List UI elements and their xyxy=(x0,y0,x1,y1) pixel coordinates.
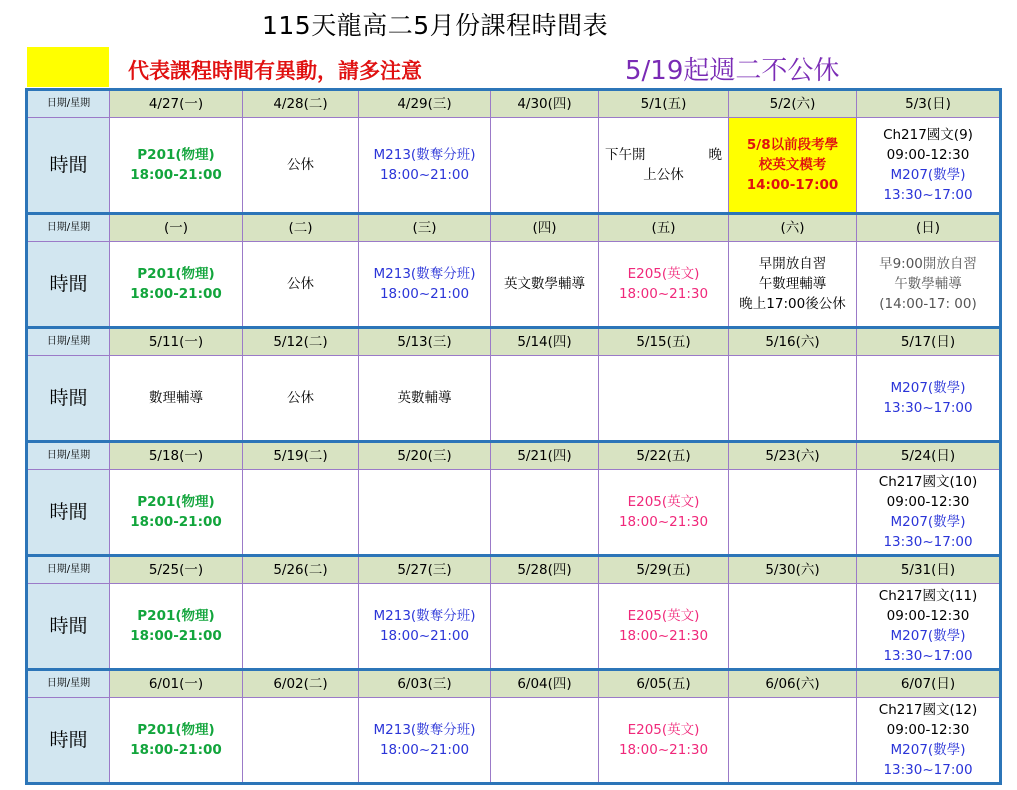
date-cell: (二) xyxy=(243,214,359,242)
schedule-row xyxy=(27,470,1001,556)
cell-line: 18:00~21:30 xyxy=(618,286,709,302)
schedule-cell xyxy=(359,470,491,556)
cell-line: 英文數學輔導 xyxy=(504,276,585,292)
cell-line: M207(數學) xyxy=(890,742,966,758)
cell-line: 18:00-21:00 xyxy=(130,628,222,644)
cell-line: 18:00~21:00 xyxy=(379,167,470,183)
schedule-cell xyxy=(729,698,857,784)
cell-line: Ch217國文(12) xyxy=(878,702,978,718)
cell-line: M213(數奪分班) xyxy=(373,608,476,624)
date-header-row xyxy=(27,214,1001,242)
schedule-cell xyxy=(243,698,359,784)
date-weekday-label: 日期/星期 xyxy=(27,556,110,584)
date-cell: 5/19(二) xyxy=(243,442,359,470)
cell-line: Ch217國文(9) xyxy=(883,127,973,143)
schedule-cell xyxy=(491,698,599,784)
date-cell: 6/06(六) xyxy=(729,670,857,698)
schedule-cell xyxy=(110,470,243,556)
schedule-cell xyxy=(729,470,857,556)
date-weekday-label: 日期/星期 xyxy=(27,90,110,118)
date-cell: 5/25(一) xyxy=(110,556,243,584)
date-cell: 5/21(四) xyxy=(491,442,599,470)
schedule-cell xyxy=(243,584,359,670)
schedule-row xyxy=(27,584,1001,670)
cell-line: 18:00~21:30 xyxy=(618,742,709,758)
schedule-cell xyxy=(491,356,599,442)
schedule-cell xyxy=(599,584,729,670)
date-cell: 6/07(日) xyxy=(857,670,1001,698)
cell-line: 18:00-21:00 xyxy=(130,742,222,758)
time-label: 時間 xyxy=(27,118,110,214)
date-header-row xyxy=(27,670,1001,698)
time-label: 時間 xyxy=(27,470,110,556)
date-cell: 5/2(六) xyxy=(729,90,857,118)
schedule-cell xyxy=(359,242,491,328)
cell-line: E205(英文) xyxy=(627,266,700,282)
schedule-cell xyxy=(243,356,359,442)
cell-line: 09:00-12:30 xyxy=(886,147,970,163)
date-cell: 5/23(六) xyxy=(729,442,857,470)
cell-line: 18:00~21:30 xyxy=(618,628,709,644)
notice-text: 5/19起週二不公休 xyxy=(625,56,840,86)
schedule-cell xyxy=(243,242,359,328)
schedule-row xyxy=(27,356,1001,442)
date-cell: 5/16(六) xyxy=(729,328,857,356)
cell-line: 上公休 xyxy=(643,167,684,183)
schedule-cell xyxy=(729,118,857,214)
date-weekday-label: 日期/星期 xyxy=(27,670,110,698)
date-weekday-label: 日期/星期 xyxy=(27,442,110,470)
legend-text: 代表課程時間有異動，請多注意 xyxy=(128,59,422,83)
cell-line: 13:30~17:00 xyxy=(883,534,973,550)
date-cell: 5/17(日) xyxy=(857,328,1001,356)
date-cell: 5/11(一) xyxy=(110,328,243,356)
date-cell: (六) xyxy=(729,214,857,242)
date-cell: 6/01(一) xyxy=(110,670,243,698)
date-cell: (日) xyxy=(857,214,1001,242)
date-cell: 5/30(六) xyxy=(729,556,857,584)
cell-line: E205(英文) xyxy=(627,608,700,624)
cell-line: 18:00~21:00 xyxy=(379,286,470,302)
cell-line: 18:00-21:00 xyxy=(130,167,222,183)
cell-line: 下午開 晚 xyxy=(605,147,722,163)
date-cell: (四) xyxy=(491,214,599,242)
cell-line: 5/8以前段考學 xyxy=(746,137,839,153)
date-cell: 5/14(四) xyxy=(491,328,599,356)
cell-line: 英數輔導 xyxy=(397,390,452,406)
date-header-row xyxy=(27,90,1001,118)
schedule-cell xyxy=(729,242,857,328)
schedule-row xyxy=(27,698,1001,784)
date-header-row xyxy=(27,328,1001,356)
cell-line: 09:00-12:30 xyxy=(886,608,970,624)
cell-line: 18:00~21:00 xyxy=(379,628,470,644)
schedule-cell xyxy=(491,118,599,214)
cell-line: M213(數奪分班) xyxy=(373,266,476,282)
schedule-cell xyxy=(491,470,599,556)
schedule-cell xyxy=(359,118,491,214)
cell-line: M207(數學) xyxy=(890,514,966,530)
time-label: 時間 xyxy=(27,698,110,784)
date-cell: 5/27(三) xyxy=(359,556,491,584)
legend-color-swatch xyxy=(27,47,109,87)
cell-line: 早開放自習 xyxy=(758,256,827,272)
schedule-cell xyxy=(110,698,243,784)
cell-line: P201(物理) xyxy=(137,722,215,738)
cell-line: (14:00-17: 00) xyxy=(879,296,977,312)
cell-line: 午數理輔導 xyxy=(758,276,827,292)
cell-line: P201(物理) xyxy=(137,266,215,282)
date-cell: 5/22(五) xyxy=(599,442,729,470)
date-cell: 5/12(二) xyxy=(243,328,359,356)
schedule-cell xyxy=(599,356,729,442)
cell-line: P201(物理) xyxy=(137,147,215,163)
date-cell: 5/20(三) xyxy=(359,442,491,470)
schedule-cell xyxy=(110,118,243,214)
schedule-table xyxy=(25,88,1002,785)
schedule-cell xyxy=(491,242,599,328)
cell-line: 午數學輔導 xyxy=(894,276,962,292)
cell-line: 校英文模考 xyxy=(758,157,827,173)
cell-line: 13:30~17:00 xyxy=(883,400,973,416)
date-header-row xyxy=(27,556,1001,584)
schedule-cell xyxy=(110,356,243,442)
cell-line: 晚上17:00後公休 xyxy=(739,296,846,312)
cell-line: 09:00-12:30 xyxy=(886,494,970,510)
date-cell: (三) xyxy=(359,214,491,242)
date-cell: 5/1(五) xyxy=(599,90,729,118)
schedule-cell xyxy=(243,470,359,556)
cell-line: 09:00-12:30 xyxy=(886,722,970,738)
schedule-cell xyxy=(359,584,491,670)
schedule-cell xyxy=(857,584,1001,670)
schedule-cell xyxy=(599,470,729,556)
cell-line: 13:30~17:00 xyxy=(883,187,973,203)
schedule-cell xyxy=(359,698,491,784)
schedule-cell xyxy=(359,356,491,442)
date-cell: 5/3(日) xyxy=(857,90,1001,118)
cell-line: E205(英文) xyxy=(627,494,700,510)
cell-line: Ch217國文(11) xyxy=(878,588,978,604)
time-label: 時間 xyxy=(27,356,110,442)
date-cell: 5/26(二) xyxy=(243,556,359,584)
schedule-cell xyxy=(491,584,599,670)
schedule-cell xyxy=(599,118,729,214)
schedule-cell xyxy=(729,356,857,442)
cell-line: P201(物理) xyxy=(137,494,215,510)
date-header-row xyxy=(27,442,1001,470)
date-cell: 5/15(五) xyxy=(599,328,729,356)
cell-line: 14:00-17:00 xyxy=(746,177,839,193)
schedule-cell xyxy=(857,698,1001,784)
cell-line: 數理輔導 xyxy=(149,390,203,406)
date-cell: 4/30(四) xyxy=(491,90,599,118)
cell-line: 公休 xyxy=(287,276,314,292)
schedule-row xyxy=(27,242,1001,328)
date-cell: (一) xyxy=(110,214,243,242)
cell-line: P201(物理) xyxy=(137,608,215,624)
date-cell: (五) xyxy=(599,214,729,242)
schedule-cell xyxy=(857,118,1001,214)
time-label: 時間 xyxy=(27,242,110,328)
date-cell: 6/05(五) xyxy=(599,670,729,698)
date-cell: 6/02(二) xyxy=(243,670,359,698)
schedule-cell xyxy=(110,242,243,328)
cell-line: 早9:00開放自習 xyxy=(879,256,977,272)
date-weekday-label: 日期/星期 xyxy=(27,328,110,356)
page-title: 115天龍高二5月份課程時間表 xyxy=(262,11,609,40)
schedule-cell xyxy=(857,356,1001,442)
date-cell: 5/29(五) xyxy=(599,556,729,584)
schedule-cell xyxy=(857,470,1001,556)
cell-line: 13:30~17:00 xyxy=(883,648,973,664)
schedule-cell xyxy=(599,698,729,784)
date-cell: 5/13(三) xyxy=(359,328,491,356)
time-label: 時間 xyxy=(27,584,110,670)
schedule-cell xyxy=(243,118,359,214)
cell-line: 18:00-21:00 xyxy=(130,286,222,302)
date-cell: 4/27(一) xyxy=(110,90,243,118)
cell-line: M213(數奪分班) xyxy=(373,722,476,738)
cell-line: M207(數學) xyxy=(890,628,966,644)
schedule-cell xyxy=(729,584,857,670)
date-cell: 5/18(一) xyxy=(110,442,243,470)
date-cell: 5/31(日) xyxy=(857,556,1001,584)
cell-line: 13:30~17:00 xyxy=(883,762,973,778)
cell-line: 18:00~21:00 xyxy=(379,742,470,758)
cell-line: M207(數學) xyxy=(890,167,966,183)
date-cell: 5/28(四) xyxy=(491,556,599,584)
date-cell: 4/29(三) xyxy=(359,90,491,118)
cell-line: 18:00~21:30 xyxy=(618,514,709,530)
date-cell: 4/28(二) xyxy=(243,90,359,118)
schedule-cell xyxy=(857,242,1001,328)
date-cell: 6/03(三) xyxy=(359,670,491,698)
cell-line: 公休 xyxy=(287,157,314,173)
schedule-cell xyxy=(599,242,729,328)
cell-line: 18:00-21:00 xyxy=(130,514,222,530)
date-cell: 5/24(日) xyxy=(857,442,1001,470)
date-cell: 6/04(四) xyxy=(491,670,599,698)
schedule-row xyxy=(27,118,1001,214)
date-weekday-label: 日期/星期 xyxy=(27,214,110,242)
cell-line: M207(數學) xyxy=(890,380,966,396)
cell-line: E205(英文) xyxy=(627,722,700,738)
cell-line: 公休 xyxy=(287,390,314,406)
cell-line: M213(數奪分班) xyxy=(373,147,476,163)
schedule-cell xyxy=(110,584,243,670)
cell-line: Ch217國文(10) xyxy=(878,474,978,490)
